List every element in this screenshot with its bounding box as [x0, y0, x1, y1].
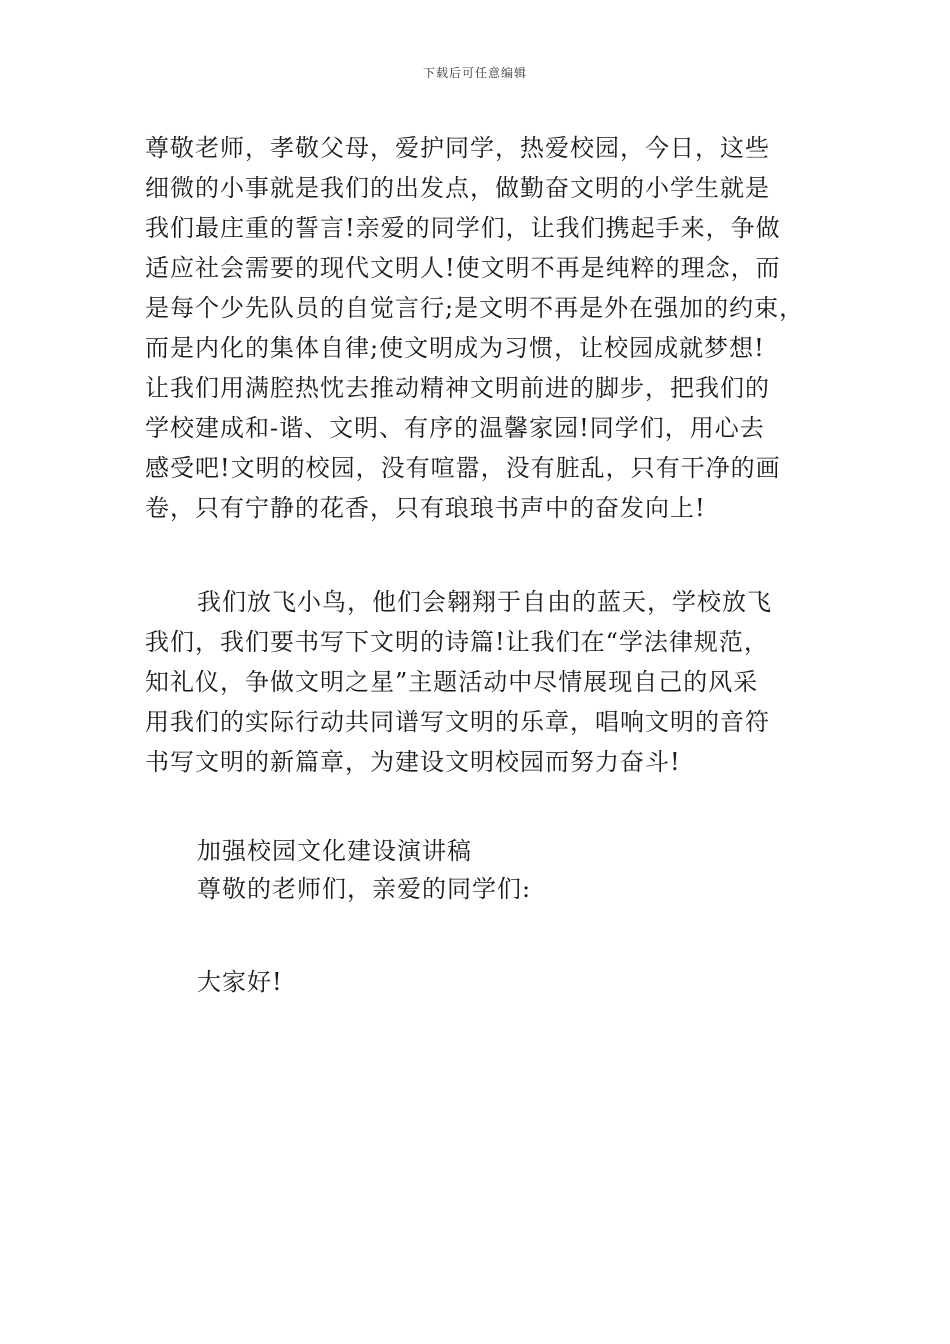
text-line: 我们放飞小鸟，他们会翱翔于自由的蓝天，学校放飞 [197, 588, 772, 616]
text-line: 我们，我们要书写下文明的诗篇!让我们在“学法律规范， [145, 628, 769, 656]
text-line: 学校建成和-谐、文明、有序的温馨家园!同学们，用心去 [145, 414, 765, 442]
text-line: 适应社会需要的现代文明人!使文明不再是纯粹的理念，而 [145, 254, 781, 282]
speech-greeting: 大家好! [197, 968, 283, 996]
paragraph-spacer [145, 528, 835, 582]
text-line: 细微的小事就是我们的出发点，做勤奋文明的小学生就是 [145, 174, 770, 202]
paragraph-spacer [145, 908, 835, 962]
text-line: 书写文明的新篇章，为建设文明校园而努力奋斗! [145, 748, 681, 776]
paragraph-1 [145, 128, 835, 528]
text-line: 知礼仪，争做文明之星”主题活动中尽情展现自己的风采 [145, 668, 759, 696]
document-body [145, 128, 835, 1002]
page-header: 下载后可任意编辑 [422, 66, 527, 80]
paragraph-2 [145, 582, 835, 782]
text-line: 用我们的实际行动共同谱写文明的乐章，唱响文明的音符 [145, 708, 770, 736]
text-line: 卷，只有宁静的花香，只有琅琅书声中的奋发向上! [145, 494, 706, 522]
speech-salutation: 尊敬的老师们，亲爱的同学们: [197, 875, 532, 903]
text-line: 是每个少先队员的自觉言行;是文明不再是外在强加的约束， [145, 294, 805, 322]
text-line: 让我们用满腔热忱去推动精神文明前进的脚步，把我们的 [145, 374, 770, 402]
text-line: 感受吧!文明的校园，没有喧嚣，没有脏乱，只有干净的画 [145, 454, 781, 482]
paragraph-spacer [145, 782, 835, 832]
text-line: 我们最庄重的誓言!亲爱的同学们，让我们携起手来，争做 [145, 214, 781, 242]
text-line: 尊敬老师，孝敬父母，爱护同学，热爱校园，今日，这些 [145, 134, 770, 162]
speech-title: 加强校园文化建设演讲稿 [197, 837, 472, 865]
text-line: 而是内化的集体自律;使文明成为习惯，让校园成就梦想! [145, 334, 765, 362]
